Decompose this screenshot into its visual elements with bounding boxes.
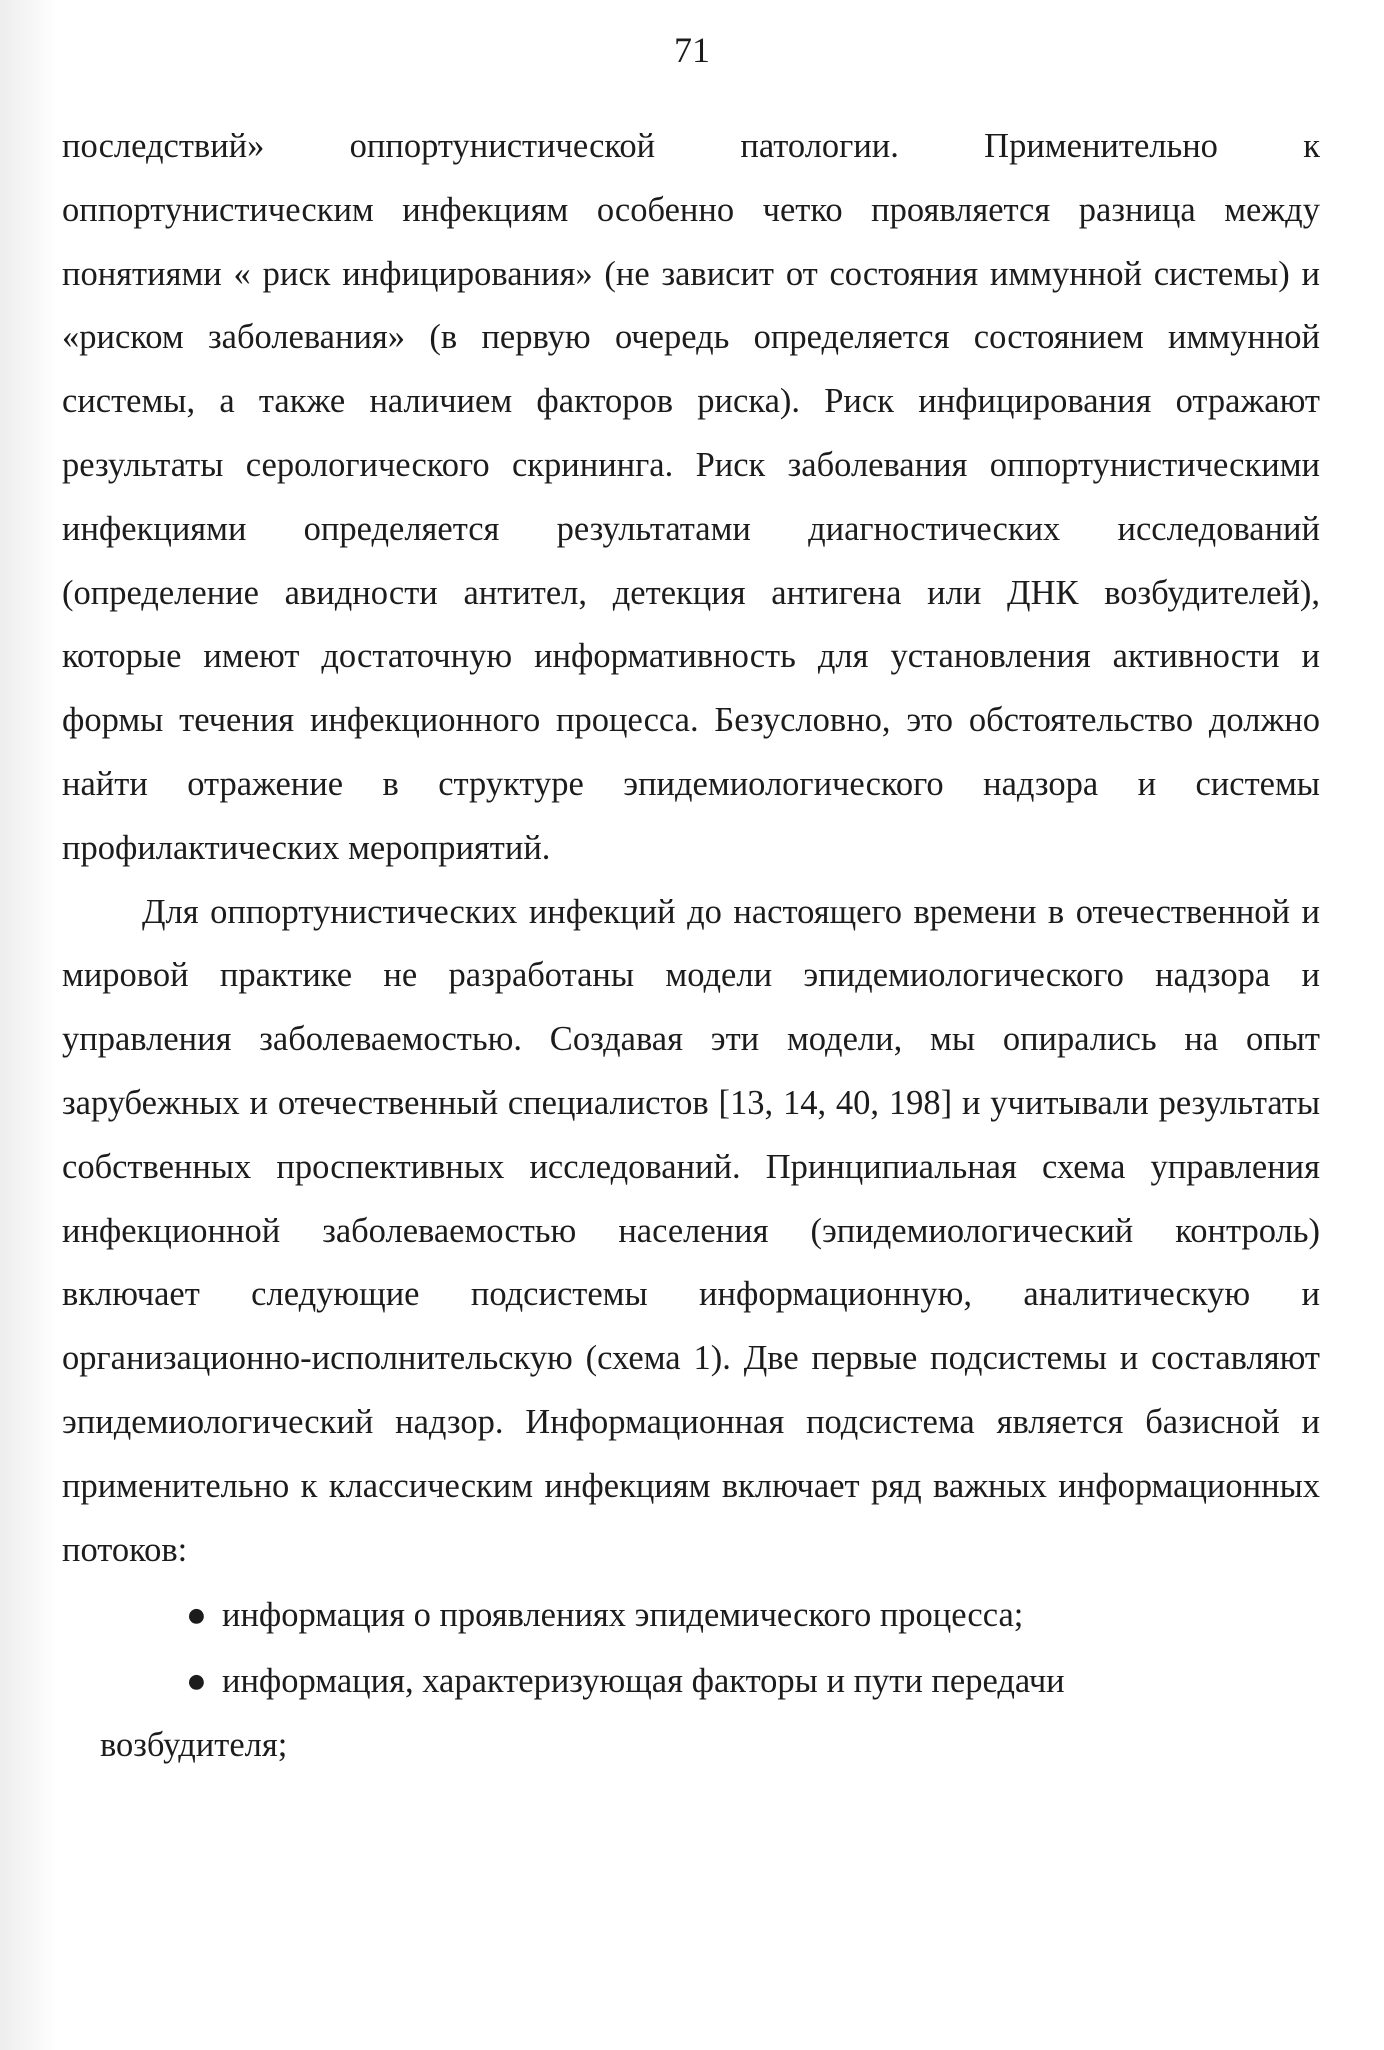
bullet-item-2 xyxy=(62,1650,1320,1778)
bullet-item-text: информация, характеризующая факторы и пути передачи xyxy=(222,1662,1065,1701)
bullet-item-continuation: возбудителя; xyxy=(100,1725,288,1764)
bullet-dot-icon: ● xyxy=(186,1662,207,1701)
bullet-item-text: информация о проявлениях эпидемического процесса; xyxy=(222,1596,1024,1635)
paragraph-1: последствий» оппортунистической патологии. Применительно к оппортунистическим инфекциям особенно четко проявляется разница между понятиями « риск инфицирования» (не зависит от состояния иммунной системы) и «риском заболевания» (в первую очередь определяется состоянием иммунной системы, а также наличием факторов риска). Риск инфицирования отражают результаты серологического скрининга. Риск заболевания оппортунистическими инфекциями определяется результатами диагностических исследований (определение авидности антител, детекция антигена или ДНК возбудителей), которые имеют достаточную информативность для установления активности и формы течения инфекционного процесса. Безусловно, это обстоятельство должно найти отражение в структуре эпидемиологического надзора и системы профилактических мероприятий. xyxy=(62,127,1320,867)
bullet-dot-icon: ● xyxy=(186,1596,207,1635)
document-body xyxy=(62,115,1320,1778)
page-number: 71 xyxy=(674,30,710,70)
scan-shadow-edge xyxy=(0,0,58,2050)
bullet-list xyxy=(62,1584,1320,1777)
bullet-item-1 xyxy=(62,1584,1320,1648)
paragraph-2: Для оппортунистических инфекций до настоящего времени в отечественной и мировой практике не разработаны модели эпидемиологического надзора и управления заболеваемостью. Создавая эти модели, мы опирались на опыт зарубежных и отечественный специалистов [13, 14, 40, 198] и учитывали результаты собственных проспективных исследований. Принципиальная схема управления инфекционной заболеваемостью населения (эпидемиологический контроль) включает следующие подсистемы информационную, аналитическую и организационно-исполнительскую (схема 1). Две первые подсистемы и составляют эпидемиологический надзор. Информационная подсистема является базисной и применительно к классическим инфекциям включает ряд важных информационных потоков: xyxy=(62,892,1320,1569)
